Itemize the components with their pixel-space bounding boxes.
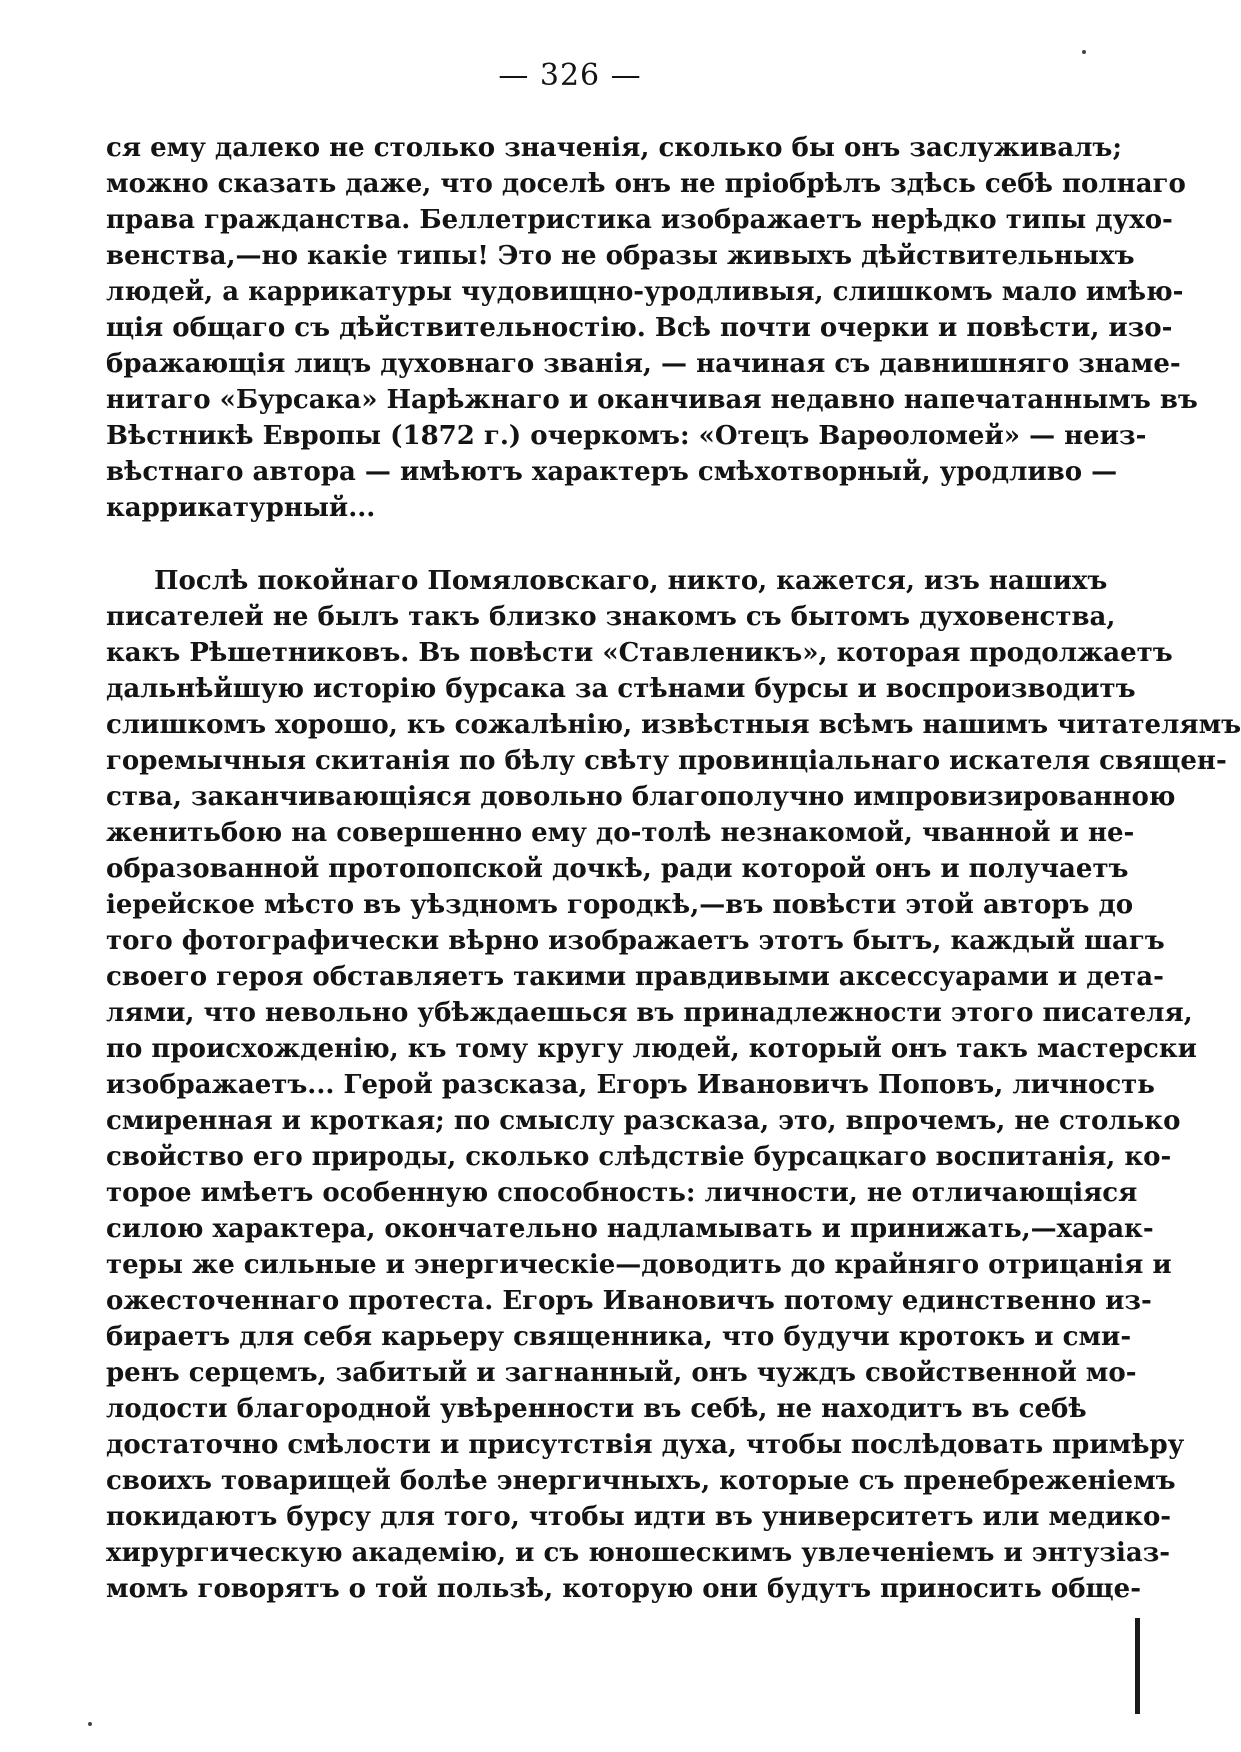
paragraph-2: [106, 563, 1241, 1607]
text-line: горемычныя скитанія по бѣлу свѣту провинціальнаго искателя священ-: [106, 746, 1227, 776]
text-line: іерейское мѣсто въ уѣздномъ городкѣ,—въ повѣсти этой авторъ до: [106, 890, 1134, 920]
text-line: лодости благородной увѣренности въ себѣ, не находитъ въ себѣ: [106, 1394, 1087, 1424]
text-line: венства,—но какіе типы! Это не образы живыхъ дѣйствительныхъ: [106, 241, 1135, 271]
text-line: лями, что невольно убѣждаешься въ принадлежности этого писателя,: [106, 998, 1193, 1028]
text-line: какъ Рѣшетниковъ. Въ повѣсти «Ставленикъ», которая продолжаетъ: [106, 638, 1173, 668]
text-line: можно сказать даже, что доселѣ онъ не пріобрѣлъ здѣсь себѣ полнаго: [106, 169, 1186, 199]
text-line: свойство его природы, сколько слѣдствіе бурсацкаго воспитанія, ко-: [106, 1142, 1172, 1172]
text-line: вѣстнаго автора — имѣютъ характеръ смѣхотворный, уродливо —: [106, 457, 1118, 487]
text-line: образованной протопопской дочкѣ, ради которой онъ и получаетъ: [106, 854, 1129, 884]
text-line: изображаетъ... Герой разсказа, Егоръ Ивановичъ Поповъ, личность: [106, 1070, 1155, 1100]
text-line: своихъ товарищей болѣе энергичныхъ, которые съ пренебреженіемъ: [106, 1466, 1176, 1496]
text-line: Вѣстникѣ Европы (1872 г.) очеркомъ: «Отецъ Варѳоломей» — неиз-: [106, 421, 1147, 451]
text-line: своего героя обставляетъ такими правдивыми аксессуарами и дета-: [106, 962, 1164, 992]
text-line: писателей не былъ такъ близко знакомъ съ бытомъ духовенства,: [106, 602, 1116, 632]
text-line: ся ему далеко не столько значенія, сколько бы онъ заслуживалъ;: [106, 133, 1122, 163]
text-line: права гражданства. Беллетристика изображаетъ нерѣдко типы духо-: [106, 205, 1173, 235]
text-line: достаточно смѣлости и присутствія духа, чтобы послѣдовать примѣру: [106, 1430, 1185, 1460]
text-line: по происхожденію, къ тому кругу людей, который онъ такъ мастерски: [106, 1034, 1197, 1064]
text-line: покидаютъ бурсу для того, чтобы идти въ университетъ или медико-: [106, 1502, 1172, 1532]
text-line: нитаго «Бурсака» Нарѣжнаго и оканчивая недавно напечатаннымъ въ: [106, 385, 1198, 415]
text-line: ренъ серцемъ, забитый и загнанный, онъ чуждъ свойственной мо-: [106, 1358, 1137, 1388]
text-line: слишкомъ хорошо, къ сожалѣнію, извѣстныя всѣмъ нашимъ читателямъ: [106, 710, 1241, 740]
paragraph-1: [106, 130, 1198, 526]
text-line: дальнѣйшую исторію бурсака за стѣнами бурсы и воспроизводитъ: [106, 674, 1136, 704]
text-line: торое имѣетъ особенную способность: личности, не отличающіяся: [106, 1178, 1138, 1208]
text-line: ства, заканчивающіяся довольно благополучно импровизированною: [106, 782, 1176, 812]
ink-speck: [1082, 50, 1086, 54]
text-line: людей, а каррикатуры чудовищно-уродливыя, слишкомъ мало имѣю-: [106, 277, 1184, 307]
text-line: щія общаго съ дѣйствительностію. Всѣ почти очерки и повѣсти, изо-: [106, 313, 1173, 343]
page-number: — 326 —: [498, 58, 642, 93]
text-line: теры же сильные и энергическіе—доводить до крайняго отрицанія и: [106, 1250, 1172, 1280]
text-line: Послѣ покойнаго Помяловскаго, никто, кажется, изъ нашихъ: [154, 566, 1108, 596]
page-edge-mark: [1135, 1618, 1140, 1714]
text-line: бираетъ для себя карьеру священника, что будучи кротокъ и сми-: [106, 1322, 1132, 1352]
text-line: смиренная и кроткая; по смыслу разсказа, это, впрочемъ, не столько: [106, 1106, 1181, 1136]
text-line: каррикатурный...: [106, 493, 376, 523]
text-line: бражающія лицъ духовнаго званія, — начиная съ давнишняго знаме-: [106, 349, 1181, 379]
text-line: момъ говорятъ о той пользѣ, которую они будутъ приносить обще-: [106, 1574, 1142, 1604]
text-line: ожесточеннаго протеста. Егоръ Ивановичъ потому единственно из-: [106, 1286, 1152, 1316]
text-line: силою характера, окончательно надламывать и принижать,—харак-: [106, 1214, 1154, 1244]
text-line: того фотографически вѣрно изображаетъ этотъ бытъ, каждый шагъ: [106, 926, 1165, 956]
text-line: хирургическую академію, и съ юношескимъ увлеченіемъ и энтузіаз-: [106, 1538, 1171, 1568]
ink-speck: [88, 1722, 92, 1726]
text-line: женитьбою на совершенно ему до-толѣ незнакомой, чванной и не-: [106, 818, 1135, 848]
